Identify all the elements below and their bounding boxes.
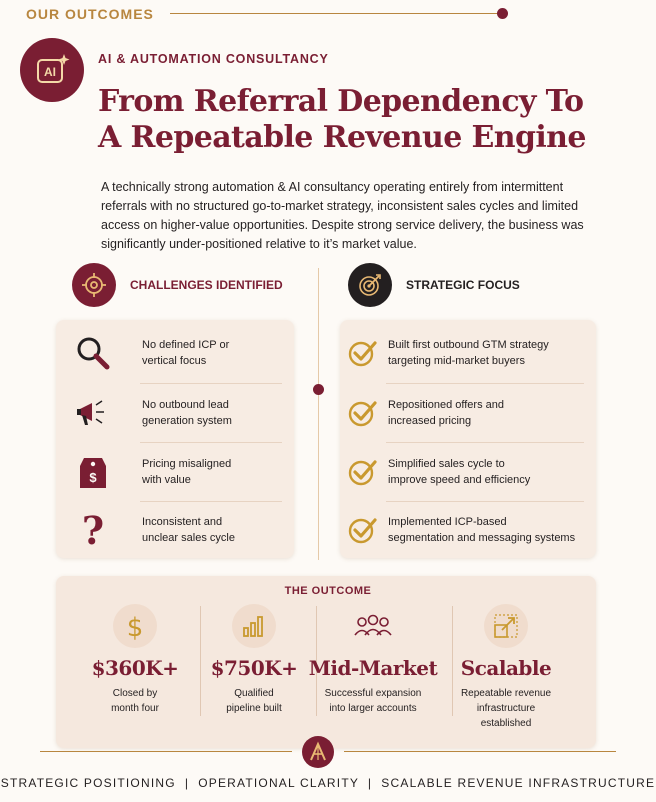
center-divider-dot xyxy=(313,384,324,395)
challenge-item xyxy=(70,449,231,495)
stat-caption xyxy=(308,686,438,716)
challenge-text-line1: Pricing misaligned xyxy=(142,458,232,470)
focus-text-line2: targeting mid-market buyers xyxy=(388,355,525,367)
row-separator xyxy=(386,442,584,443)
focus-text-line2: improve speed and efficiency xyxy=(388,474,531,486)
challenge-text-line2: generation system xyxy=(142,415,232,427)
target-icon xyxy=(72,263,116,307)
footer-tagline: STRATEGIC POSITIONING | OPERATIONAL CLARITY | SCALABLE REVENUE INFRASTRUCTURE xyxy=(0,776,656,790)
focus-text-line2: segmentation and messaging systems xyxy=(388,532,576,544)
stat-value: Mid-Market xyxy=(308,656,438,680)
challenge-text-line2: with value xyxy=(142,474,191,486)
page-title-line-1: From Referral Dependency To xyxy=(98,84,584,119)
focus-text-line1: Repositioned offers and xyxy=(388,399,504,411)
question-mark-icon xyxy=(70,507,116,553)
magnifier-icon xyxy=(70,330,116,376)
challenge-item xyxy=(70,507,235,553)
stat-caption-line1: Qualified xyxy=(234,688,274,699)
check-circle-icon xyxy=(340,390,386,436)
center-divider xyxy=(318,268,319,560)
focus-item xyxy=(340,507,575,553)
challenge-item xyxy=(70,390,232,436)
page-title xyxy=(98,84,638,156)
outcome-stat xyxy=(441,604,571,731)
focus-heading xyxy=(348,263,520,307)
outcome-stat xyxy=(308,604,438,716)
stat-value: Scalable xyxy=(460,656,552,680)
price-tag-icon xyxy=(70,449,116,495)
outcome-stat xyxy=(189,604,319,716)
challenge-text-line2: vertical focus xyxy=(142,355,207,367)
challenge-text-line1: Inconsistent and xyxy=(142,516,223,528)
focus-item xyxy=(340,449,530,495)
stat-caption-line1: Repeatable revenue xyxy=(460,688,552,699)
subtitle: AI & AUTOMATION CONSULTANCY xyxy=(98,52,329,66)
stat-caption-line2: infrastructure xyxy=(476,703,536,714)
stat-caption-line3: established xyxy=(480,718,532,729)
svg-text:$: $ xyxy=(89,470,97,485)
focus-text-line1: Built first outbound GTM strategy xyxy=(388,339,549,351)
ai-logo-badge xyxy=(20,38,84,102)
bar-chart-icon xyxy=(232,604,276,648)
scale-arrow-icon xyxy=(484,604,528,648)
stat-caption-line2: into larger accounts xyxy=(329,703,417,714)
focus-text-line1: Simplified sales cycle to xyxy=(388,458,505,470)
row-separator xyxy=(386,501,584,502)
page-title-line-2: A Repeatable Revenue Engine xyxy=(98,120,586,155)
focus-item xyxy=(340,330,549,376)
footer-line-left xyxy=(40,751,292,752)
team-icon xyxy=(351,604,395,648)
svg-text:?: ? xyxy=(81,510,105,550)
stat-value: $750K+ xyxy=(210,656,298,680)
focus-title: STRATEGIC FOCUS xyxy=(406,278,520,292)
stat-caption xyxy=(189,686,319,716)
focus-item xyxy=(340,390,504,436)
megaphone-icon xyxy=(70,390,116,436)
row-separator xyxy=(386,383,584,384)
challenge-text-line2: unclear sales cycle xyxy=(142,532,235,544)
challenges-title: CHALLENGES IDENTIFIED xyxy=(130,278,283,292)
stat-caption-line2: pipeline built xyxy=(226,703,282,714)
challenges-heading xyxy=(72,263,283,307)
focus-text-line2: increased pricing xyxy=(388,415,472,427)
section-tag-line xyxy=(170,13,498,14)
stat-value: $360K+ xyxy=(91,656,179,680)
challenge-text-line1: No defined ICP or xyxy=(142,339,230,351)
section-tag-dot xyxy=(497,8,508,19)
row-separator xyxy=(140,501,282,502)
challenge-text-line1: No outbound lead xyxy=(142,399,229,411)
check-circle-icon xyxy=(340,330,386,376)
row-separator xyxy=(140,442,282,443)
bullseye-arrow-icon xyxy=(348,263,392,307)
stat-caption-line1: Closed by xyxy=(112,688,158,699)
check-circle-icon xyxy=(340,449,386,495)
challenge-item xyxy=(70,330,229,376)
stat-caption-line2: month four xyxy=(111,703,159,714)
ai-sparkle-icon xyxy=(32,50,72,90)
footer-line-right xyxy=(344,751,616,752)
stat-caption xyxy=(441,686,571,731)
svg-text:AI: AI xyxy=(44,65,56,79)
intro-paragraph: A technically strong automation & AI consultancy operating entirely from intermittent referrals with no structured go-to-market strategy, inconsistent sales cycles and limited access on higher-value opportunities. Despite strong service delivery, the business was significantly under-positioned relative to it’s market value. xyxy=(101,180,584,251)
section-tag: OUR OUTCOMES xyxy=(26,6,154,22)
dollar-icon xyxy=(113,604,157,648)
check-circle-icon xyxy=(340,507,386,553)
stat-caption xyxy=(70,686,200,716)
stat-caption-line1: Successful expansion xyxy=(324,688,422,699)
row-separator xyxy=(140,383,282,384)
focus-text-line1: Implemented ICP-based xyxy=(388,516,507,528)
outcome-stat xyxy=(70,604,200,716)
outcome-title: THE OUTCOME xyxy=(284,585,372,597)
brand-monogram-icon xyxy=(302,736,334,768)
svg-text:$: $ xyxy=(126,613,144,641)
